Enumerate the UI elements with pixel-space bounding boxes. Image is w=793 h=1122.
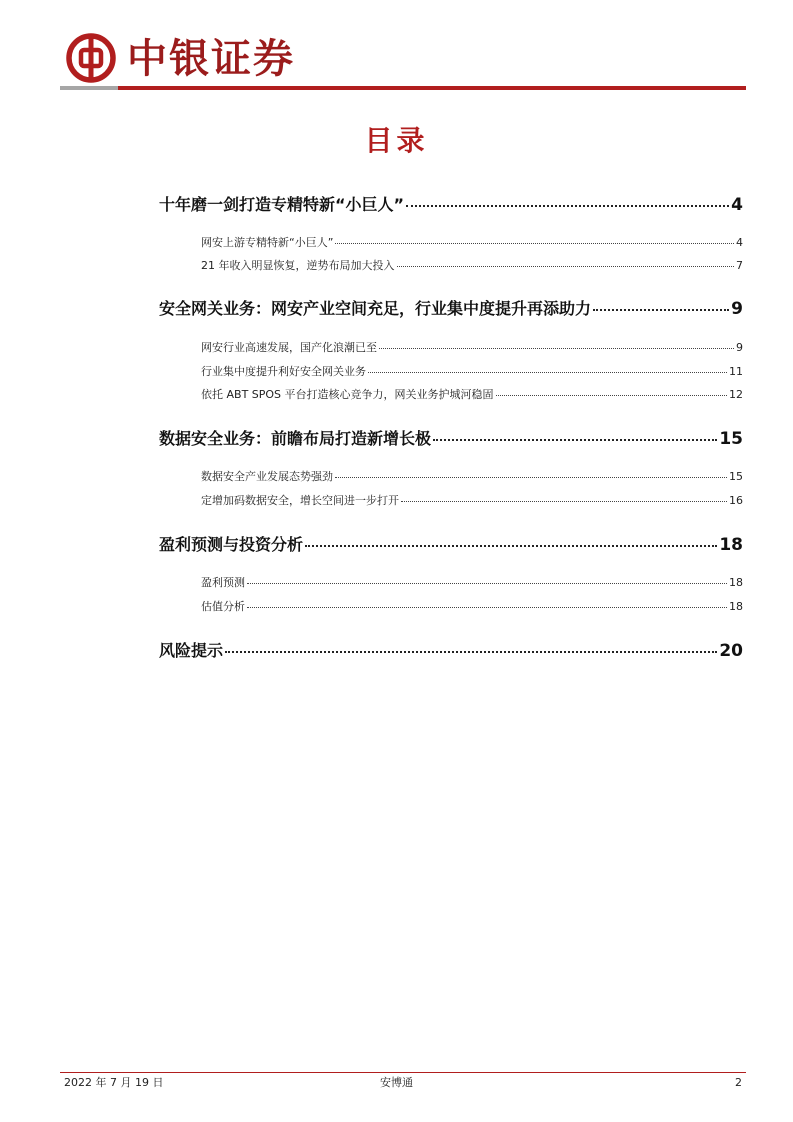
toc-entry-page: 4 [731, 195, 743, 215]
toc-entry[interactable] [159, 192, 743, 215]
toc-entry[interactable] [201, 386, 743, 402]
toc-entry[interactable] [201, 257, 743, 273]
toc-leader-dots [335, 243, 734, 244]
toc-entry-label: 盈利预测与投资分析 [159, 535, 304, 554]
toc-leader-dots [225, 651, 717, 653]
page-header [0, 0, 793, 95]
toc-entry-label: 数据安全产业发展态势强劲 [201, 470, 333, 483]
toc-entry-page: 18 [719, 535, 743, 555]
toc-entry-label: 21 年收入明显恢复，逆势布局加大投入 [201, 259, 395, 272]
toc-entry-label: 安全网关业务：网安产业空间充足，行业集中度提升再添助力 [159, 299, 592, 318]
toc-entry-page: 9 [731, 299, 743, 319]
toc-entry-page: 15 [729, 470, 743, 483]
toc-entry-label: 盈利预测 [201, 576, 245, 589]
toc-entry-label: 定增加码数据安全，增长空间进一步打开 [201, 494, 399, 507]
footer-company: 安博通 [380, 1076, 413, 1089]
toc-title: 目录 [364, 124, 429, 157]
toc-entry-label: 行业集中度提升利好安全网关业务 [201, 365, 366, 378]
toc-entry-page: 15 [719, 429, 743, 449]
toc-entry[interactable] [201, 574, 743, 590]
toc-leader-dots [406, 205, 729, 207]
toc-leader-dots [335, 477, 727, 478]
toc-entry[interactable] [159, 296, 743, 319]
toc-leader-dots [247, 583, 727, 584]
toc-leader-dots [433, 439, 717, 441]
toc-entry[interactable] [159, 638, 743, 661]
footer-date: 2022 年 7 月 19 日 [64, 1076, 164, 1089]
toc-entry-label: 网安行业高速发展，国产化浪潮已至 [201, 341, 377, 354]
toc-entry[interactable] [159, 426, 743, 449]
toc-entry-label: 数据安全业务：前瞻布局打造新增长极 [159, 429, 432, 448]
header-rule-gray [60, 86, 118, 90]
toc-entry[interactable] [201, 234, 743, 250]
bank-of-china-logo-icon [66, 33, 116, 83]
brand-name: 中银证券 [127, 35, 295, 82]
toc-entry[interactable] [201, 363, 743, 379]
toc-entry[interactable] [201, 598, 743, 614]
toc-leader-dots [247, 607, 727, 608]
toc-entry[interactable] [201, 468, 743, 484]
toc-entry-page: 16 [729, 494, 743, 507]
toc-leader-dots [397, 266, 735, 267]
toc-leader-dots [401, 501, 727, 502]
header-rule-red [118, 86, 746, 90]
toc-entry-label: 网安上游专精特新“小巨人” [201, 236, 334, 249]
toc-entry[interactable] [159, 532, 743, 555]
toc-leader-dots [379, 348, 734, 349]
toc-entry-label: 风险提示 [159, 641, 224, 660]
toc-entry[interactable] [201, 492, 743, 508]
toc-entry-page: 11 [729, 365, 743, 378]
toc-leader-dots [496, 395, 727, 396]
toc-leader-dots [368, 372, 727, 373]
toc-leader-dots [305, 545, 717, 547]
toc-entry-page: 7 [736, 259, 743, 272]
toc-entry-page: 18 [729, 600, 743, 613]
toc-leader-dots [593, 309, 729, 311]
toc-entry-page: 18 [729, 576, 743, 589]
toc-entry-page: 20 [719, 641, 743, 661]
toc-entry-page: 9 [736, 341, 743, 354]
toc-entry-page: 12 [729, 388, 743, 401]
toc-entry-label: 依托 ABT SPOS 平台打造核心竞争力，网关业务护城河稳固 [201, 388, 494, 401]
footer-rule [60, 1072, 746, 1073]
toc-entry-label: 估值分析 [201, 600, 245, 613]
toc-entry-label: 十年磨一剑打造专精特新“小巨人” [159, 195, 405, 214]
toc-entry[interactable] [201, 339, 743, 355]
toc-entry-page: 4 [736, 236, 743, 249]
footer-page-number: 2 [735, 1076, 742, 1089]
